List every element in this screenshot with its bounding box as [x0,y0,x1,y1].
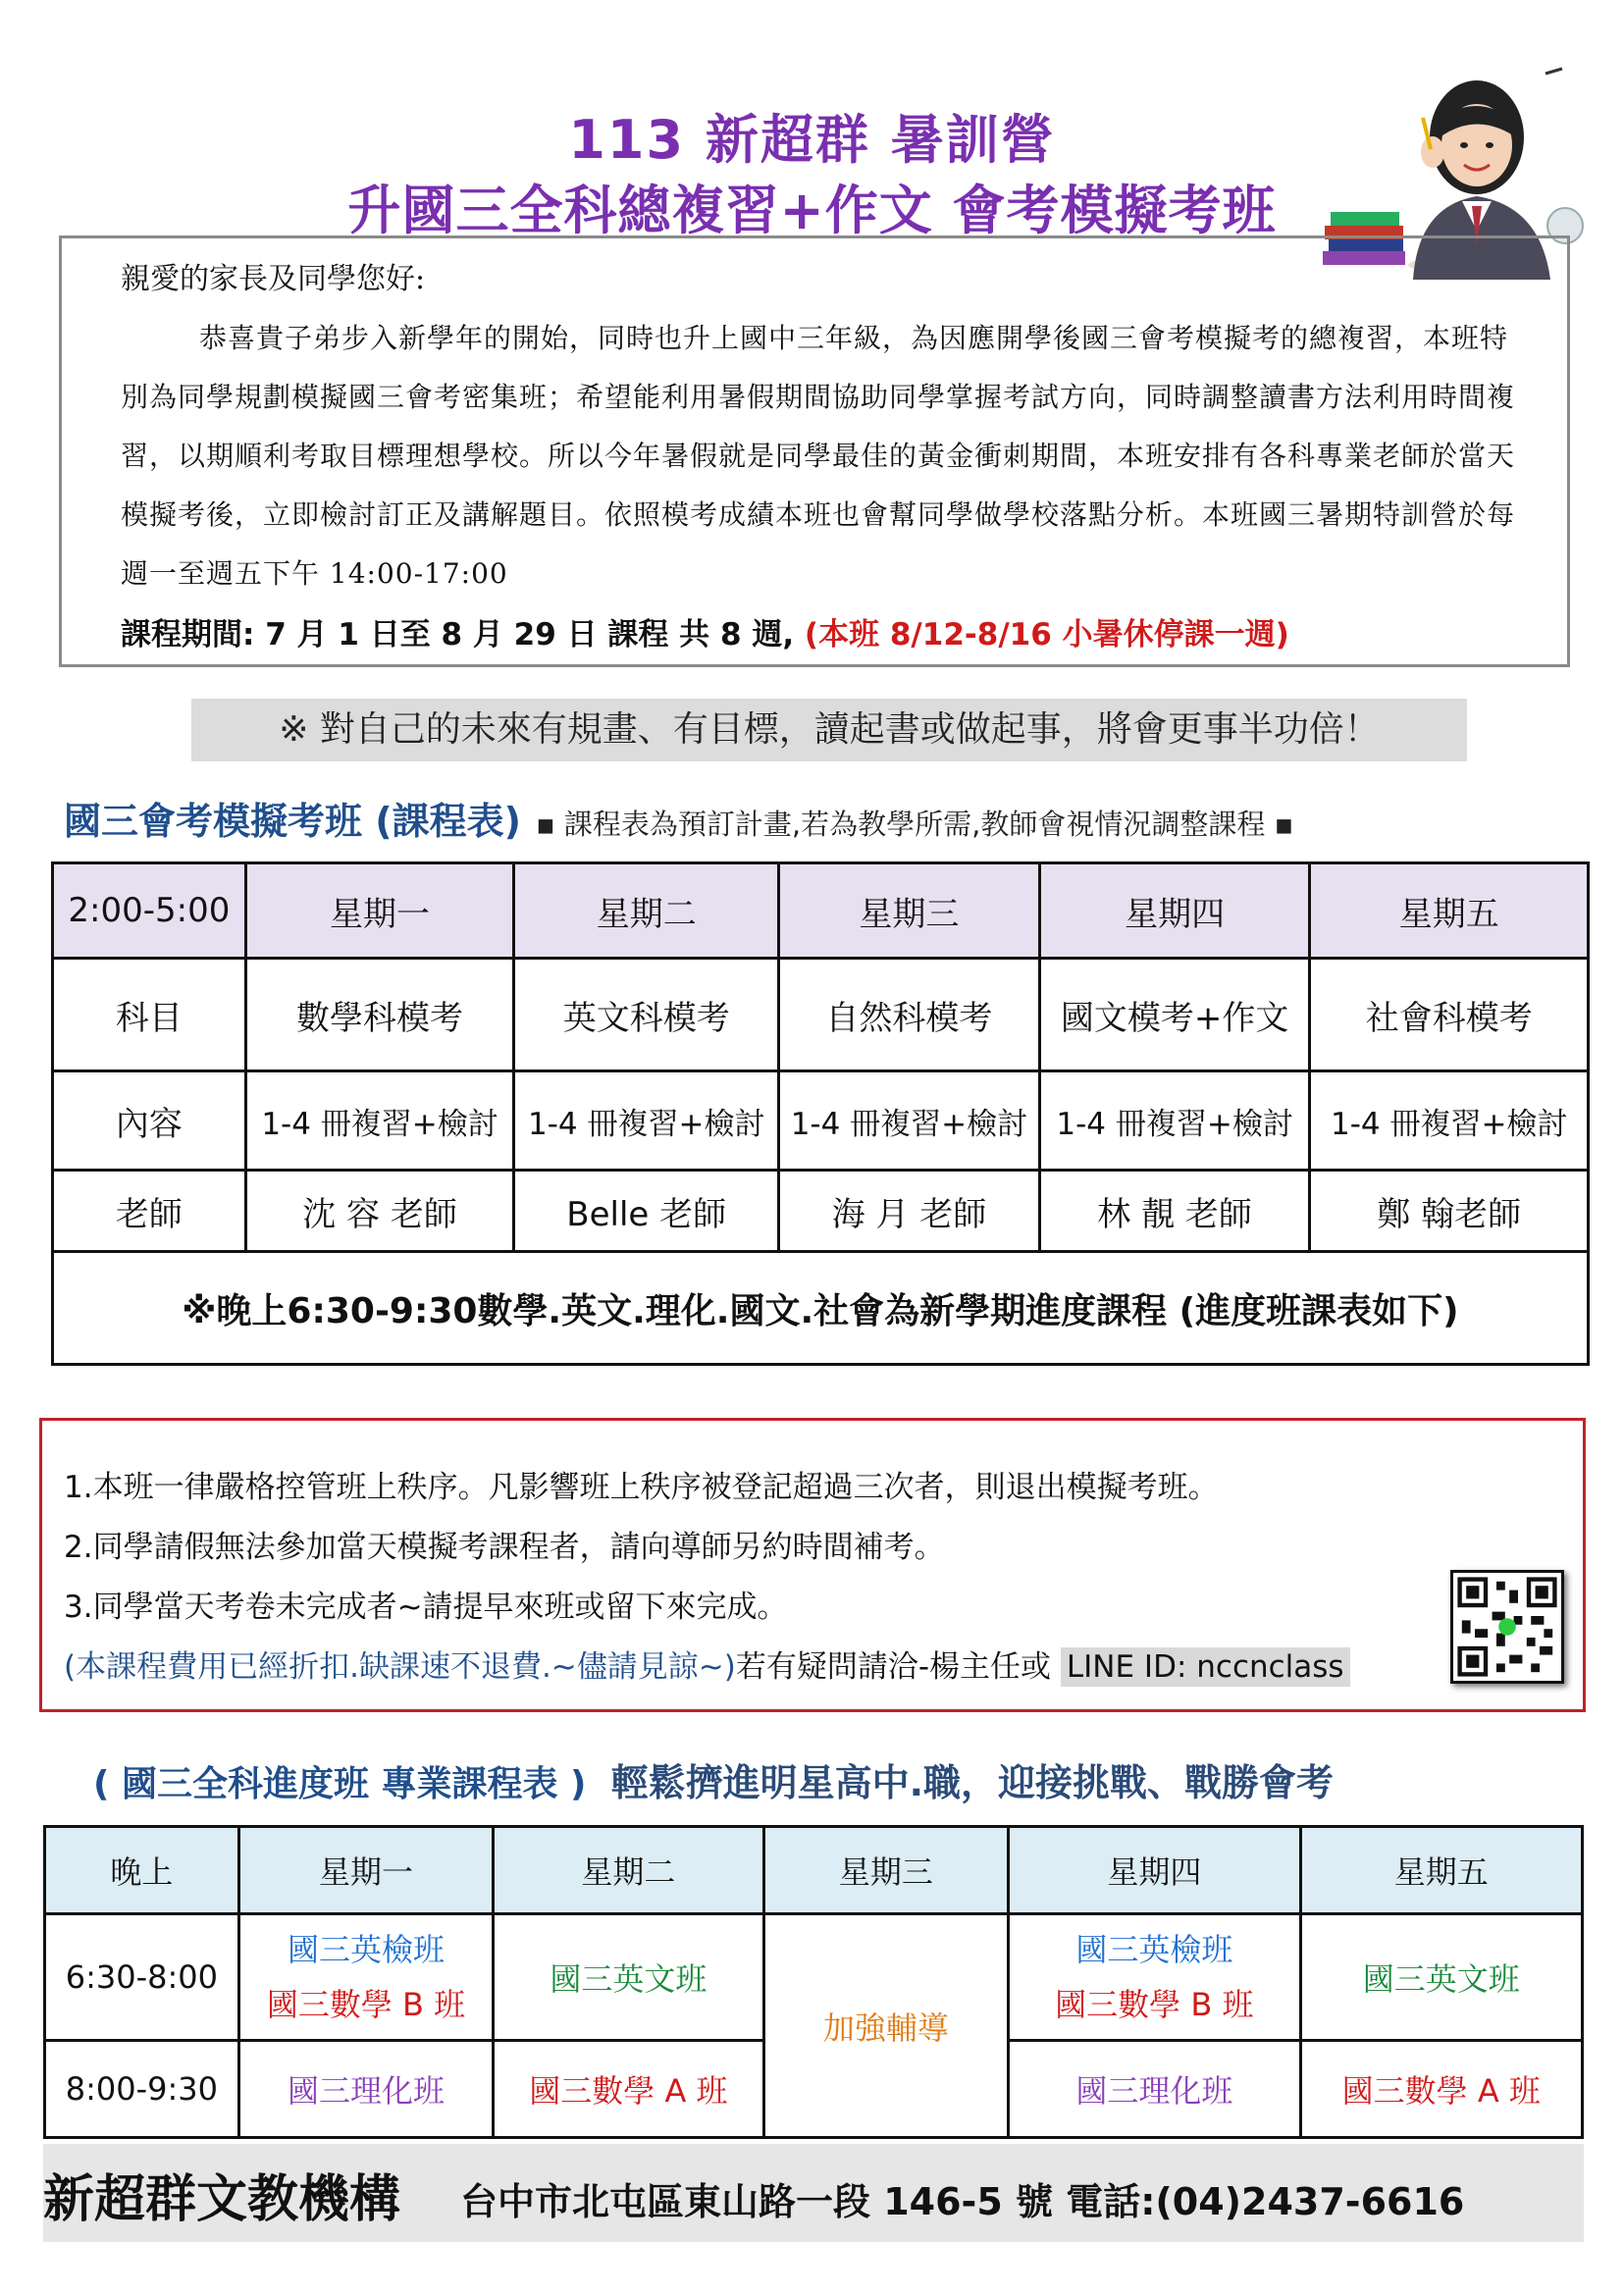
corner-header: 晚上 [45,1827,239,1914]
content-cell: 1-4 冊複習+檢討 [1039,1071,1310,1171]
day-header: 星期三 [763,1827,1009,1914]
day-header: 星期四 [1039,863,1310,959]
teacher-cell: Belle 老師 [514,1171,779,1252]
table-row [53,1071,1589,1171]
title-line2: 升國三全科總複習+作文 會考模擬考班 [347,180,1277,241]
progress-schedule-slogan: 輕鬆擠進明星高中.職，迎接挑戰、戰勝會考 [610,1761,1335,1804]
class-label: 國三英文班 [494,1914,763,2041]
teacher-cell: 沈 容 老師 [245,1171,514,1252]
day-header: 星期四 [1009,1827,1300,1914]
day-header: 星期二 [494,1827,763,1914]
time-slot: 6:30-8:00 [45,1914,239,2041]
class-label: 國三數學 B 班 [1055,1986,1254,2023]
teacher-cell: 海 月 老師 [779,1171,1040,1252]
progress-schedule-title: ( 國三全科進度班 專業課程表 ) [93,1764,587,1804]
address-phone: 台中市北屯區東山路一段 146-5 號 電話:(04)2437-6616 [460,2180,1465,2223]
progress-schedule-heading [93,1752,1334,1806]
content-cell: 1-4 冊複習+檢討 [779,1071,1040,1171]
thu-slot1-cell [1009,1914,1300,2041]
rule-2: 2.同學請假無法參加當天模擬考課程者，請向導師另約時間補考。 [64,1530,945,1565]
subject-cell: 國文模考+作文 [1039,959,1310,1071]
teacher-cell: 林 靚 老師 [1039,1171,1310,1252]
mon-slot1-cell [238,1914,493,2041]
class-label: 國三數學 A 班 [1300,2041,1582,2138]
class-label: 國三數學 A 班 [494,2041,763,2138]
day-header: 星期一 [245,863,514,959]
subject-cell: 自然科模考 [779,959,1040,1071]
letter-greeting: 親愛的家長及同學您好: [121,262,426,296]
day-header: 星期三 [779,863,1040,959]
subject-cell: 社會科模考 [1310,959,1589,1071]
class-label: 國三理化班 [1009,2041,1300,2138]
time-slot: 8:00-9:30 [45,2041,239,2138]
class-label: 國三英文班 [1300,1914,1582,2041]
day-header: 星期五 [1310,863,1589,959]
table-row [53,1252,1589,1365]
progress-schedule-table [43,1825,1584,2139]
rule-1: 1.本班一律嚴格控管班上秩序。凡影響班上秩序被登記超過三次者，則退出模擬考班。 [64,1470,1219,1505]
mock-schedule-note: ▪ 課程表為預訂計畫,若為教學所需,教師會視情況調整課程 ▪ [536,808,1294,841]
qr-code-icon [1450,1570,1564,1684]
table-row [53,1171,1589,1252]
mock-schedule-heading [64,791,1293,845]
fee-note: (本課程費用已經折扣.缺課速不退費.~儘請見諒~) [64,1649,736,1685]
row-label-subject: 科目 [53,959,246,1071]
course-period-label: 課程期間: 7 月 1 日至 8 月 29 日 課程 共 8 週, [121,617,795,652]
evening-note: ※晚上6:30-9:30數學.英文.理化.國文.社會為新學期進度課程 (進度班課表如下) [53,1252,1589,1365]
mock-schedule-title: 國三會考模擬考班 (課程表) [64,800,521,843]
day-header: 星期二 [514,863,779,959]
row-label-content: 內容 [53,1071,246,1171]
day-header: 星期五 [1300,1827,1582,1914]
class-label: 國三英檢班 [1075,1931,1233,1968]
footer-bar [43,2144,1584,2242]
content-cell: 1-4 冊複習+檢討 [514,1071,779,1171]
class-label: 加強輔導 [763,1914,1009,2138]
class-label: 國三理化班 [238,2041,493,2138]
contact-text: 若有疑問請洽-楊主任或 [735,1649,1052,1685]
letter-body: 恭喜貴子弟步入新學年的開始，同時也升上國中三年級，為因應開學後國三會考模擬考的總複習，本班特別為同學規劃模擬國三會考密集班；希望能利用暑假期間協助同學掌握考試方向，同時調整讀書方法利用時間複習，以期順利考取目標理想學校。所以今年暑假就是同學最佳的黃金衝刺期間，本班安排有各科專業老師於當天模擬考後，立即檢討訂正及講解題目。依照模考成績本班也會幫同學做學校落點分析。本班國三暑期特訓營於每週一至週五下午 14:00-17:00 [121,322,1516,590]
mock-schedule-table [51,861,1590,1366]
course-period [121,609,1289,653]
day-header: 星期一 [238,1827,493,1914]
table-row [53,863,1589,959]
rules-box [39,1418,1586,1712]
teacher-cell: 鄭 翰老師 [1310,1171,1589,1252]
row-label-teacher: 老師 [53,1171,246,1252]
table-row [45,1914,1583,2041]
title-line1: 113 新超群 暑訓營 [568,109,1056,171]
course-break-note: (本班 8/12-8/16 小暑休停課一週) [804,617,1289,652]
line-id: LINE ID: nccnclass [1061,1647,1350,1687]
table-row [45,1827,1583,1914]
rule-3: 3.同學當天考卷未完成者~請提早來班或留下來完成。 [64,1590,788,1625]
time-header: 2:00-5:00 [53,863,246,959]
subject-cell: 英文科模考 [514,959,779,1071]
class-label: 國三英檢班 [287,1931,445,1968]
content-cell: 1-4 冊複習+檢討 [1310,1071,1589,1171]
content-cell: 1-4 冊複習+檢討 [245,1071,514,1171]
class-label: 國三數學 B 班 [266,1986,466,2023]
motto-banner: ※ 對自己的未來有規畫、有目標，讀起書或做起事，將會更事半功倍！ [191,699,1467,761]
letter-box [59,235,1570,667]
organization-name: 新超群文教機構 [43,2170,401,2229]
table-row [53,959,1589,1071]
subject-cell: 數學科模考 [245,959,514,1071]
contact-line [64,1642,1350,1686]
